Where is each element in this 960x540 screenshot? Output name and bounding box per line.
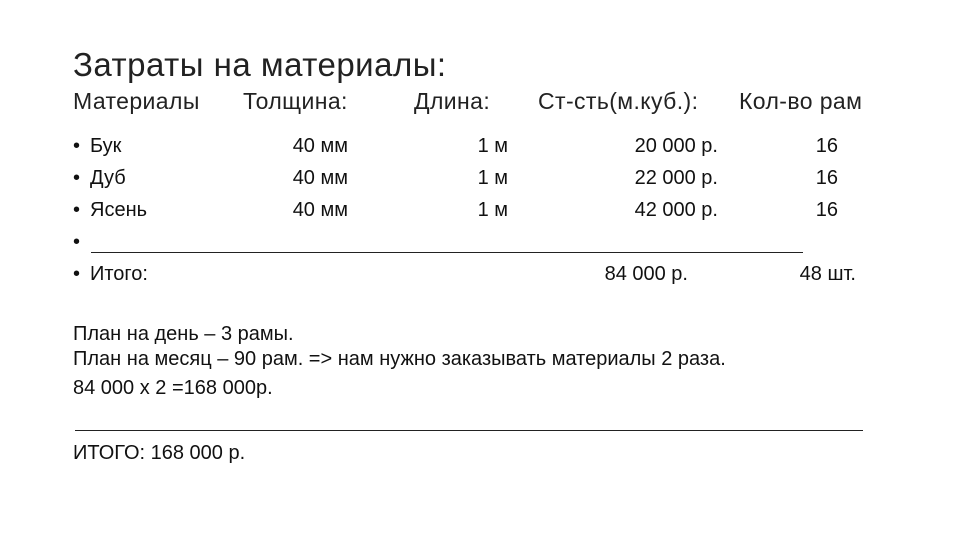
bullet: •: [73, 199, 81, 221]
material-thickness: 40 мм: [292, 167, 348, 189]
material-name: Ясень: [90, 199, 148, 221]
total-count: 48 шт.: [799, 263, 856, 285]
grand-total: ИТОГО: 168 000 р.: [73, 442, 246, 464]
material-name: Бук: [90, 135, 122, 157]
plan-day: План на день – 3 рамы.: [73, 323, 294, 345]
material-cost: 22 000 р.: [634, 167, 718, 189]
total-label: Итого:: [90, 263, 148, 285]
header-materials: Материалы: [73, 88, 200, 114]
material-cost: 42 000 р.: [634, 199, 718, 221]
material-name: Дуб: [90, 167, 126, 189]
material-thickness: 40 мм: [292, 199, 348, 221]
separator-line: [91, 252, 803, 253]
plan-calc: 84 000 х 2 =168 000р.: [73, 377, 273, 399]
bullet: •: [73, 263, 81, 285]
material-count: 16: [815, 199, 838, 221]
total-cost: 84 000 р.: [604, 263, 688, 285]
bullet: •: [73, 231, 81, 253]
material-thickness: 40 мм: [292, 135, 348, 157]
material-count: 16: [815, 167, 838, 189]
material-length: 1 м: [477, 167, 508, 189]
material-length: 1 м: [477, 199, 508, 221]
header-length: Длина:: [414, 88, 491, 114]
slide-title: Затраты на материалы:: [73, 46, 447, 83]
bullet: •: [73, 135, 81, 157]
header-thickness: Толщина:: [243, 88, 348, 114]
separator-line: [75, 430, 863, 431]
plan-month: План на месяц – 90 рам. => нам нужно заказывать материалы 2 раза.: [73, 348, 726, 370]
material-count: 16: [815, 135, 838, 157]
material-cost: 20 000 р.: [634, 135, 718, 157]
material-length: 1 м: [477, 135, 508, 157]
header-cost: Ст-сть(м.куб.):: [538, 88, 699, 114]
bullet: •: [73, 167, 81, 189]
header-count: Кол-во рам: [739, 88, 863, 114]
